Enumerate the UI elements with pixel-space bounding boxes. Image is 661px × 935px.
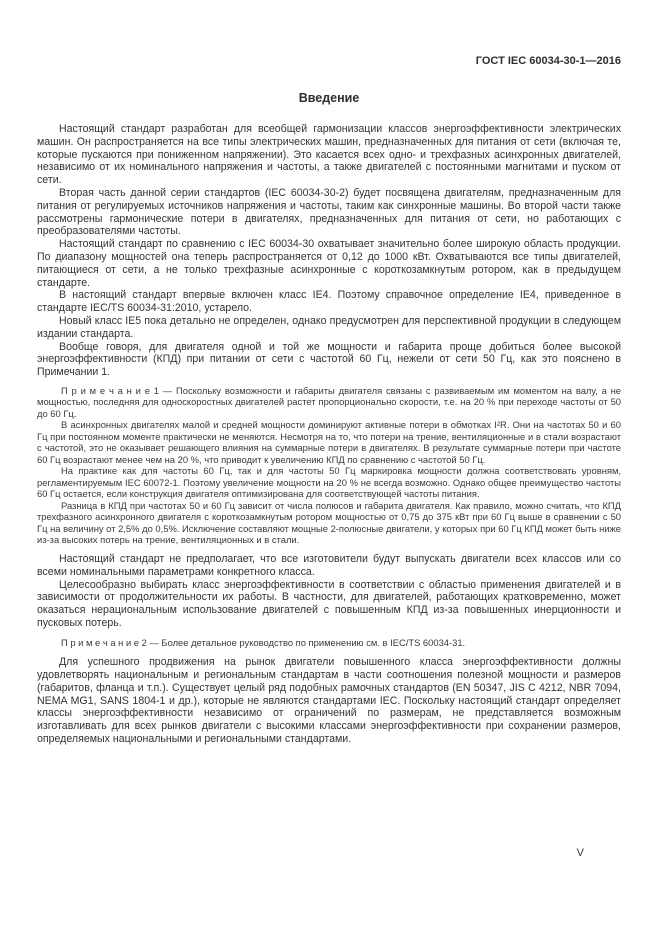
note-2-paragraph: П р и м е ч а н и е 2 — Более детальное руководство по применению см. в IEC/TS 60034-31. <box>61 636 466 648</box>
paragraph-intro-1: Настоящий стандарт разработан для всеобщей гармонизации классов энергоэффективности электрических машин. Он распространяется на все типы электрических машин, предназначенных для питания от сети (включая те, которые пускаются при пониженном напряжении). Это касается всех одно- и трехфазных асинхронных двигателей, независимо от их номинального напряжения и частоты, а также двигателей с постоянными магнитами и пуском от сети. <box>37 123 621 187</box>
paragraph-intro-7: Настоящий стандарт не предполагает, что все изготовители будут выпускать двигатели всех классов или со всеми номинальными параметрами конкретного класса. <box>37 552 621 578</box>
note-1-paragraph-1: П р и м е ч а н и е 1 — Поскольку возможности и габариты двигателя связаны с развиваемым им моментом на валу, а не мощностью, последняя для односкоростных двигателей растет пропорционально скорости, т.е. на 20 % при переходе частоты от 50 до 60 Гц. <box>37 384 621 419</box>
paragraph-intro-9: Для успешного продвижения на рынок двигатели повышенного класса энергоэффективности должны удовлетворять национальным и региональным стандартам в части соотношения полезной мощности и размеров (габаритов, фланца и т.п.). Существует целый ряд подобных рамочных стандартов (EN 50347, JIS C 4212, NBR 7094, NEMA MG1, SANS 1804-1 и др.), которые не являются стандартами IEC. Поскольку настоящий стандарт определяет классы энергоэффективности независимо от ограничений по размерам, не представляется возможным изготавливать для всех рынков двигатели с высокими классами энергоэффективности при сохранении размеров, определяемых национальными и региональными стандартами. <box>37 656 621 745</box>
doc-number-header: ГОСТ IEC 60034-30-1—2016 <box>475 55 621 67</box>
note-2-block <box>37 637 621 649</box>
paragraph-intro-5: Новый класс IE5 пока детально не определен, однако предусмотрен для перспективной продукции в следующем издании стандарта. <box>37 314 621 340</box>
paragraph-intro-3: Настоящий стандарт по сравнению с IEC 60034-30 охватывает значительно более широкую область продукции. По диапазону мощностей она теперь распространяется от 0,12 до 1000 кВт. Охватываются все типы двигателей, питающиеся от сети, а не только трехфазные асинхронные с короткозамкнутым ротором, как в предыдущем стандарте. <box>37 238 621 289</box>
paragraph-intro-8: Целесообразно выбирать класс энергоэффективности в соответствии с областью применения двигателей и в зависимости от продолжительности их работы. В частности, для двигателей, работающих кратковременно, может оказаться нерациональным использование двигателей с повышенным КПД из-за повышенных инерционности и пусковых потерь. <box>37 578 621 629</box>
paragraph-intro-2: Вторая часть данной серии стандартов (IEC 60034-30-2) будет посвящена двигателям, предназначенным для питания от регулируемых источников напряжения и частоты, таким как синхронные машины. Во второй части также рассмотрены гармонические потери в двигателях, предназначенных для питания от сети, но работающих с преобразователями частоты. <box>37 186 621 238</box>
note-1-paragraph-3: На практике как для частоты 60 Гц, так и для частоты 50 Гц маркировка мощности должна соответствовать уровням, регламентируемым IEC 60072-1. Поэтому увеличение мощности на 20 % не всегда возможно. Однако общее преимущество частоты 60 Гц остается, если конструкция двигателя оптимизирована для соответствующей частоты питания. <box>37 465 621 500</box>
page-title: Введение <box>298 91 360 105</box>
note-1-paragraph-4: Разница в КПД при частотах 50 и 60 Гц зависит от числа полюсов и габарита двигателя. Как правило, можно считать, что КПД трехфазного асинхронного двигателя с короткозамкнутым ротором мощностью от 0,75 до 375 кВт при 60 Гц выше в сравнении с 50 Гц на величину от 2,5% до 0,5%. Исключение составляют мощные 2-полюсные двигатели, у которых при 60 Гц КПД может быть ниже из-за высоких потерь на трение, вентиляционных и в стали. <box>37 499 621 546</box>
page-number: V <box>576 847 584 859</box>
paragraph-intro-6: Вообще говоря, для двигателя одной и той же мощности и габарита проще добиться более высокой энергоэффективности (КПД) при питании от сети с частотой 60 Гц, нежели от сети 50 Гц, как это пояснено в Примечании 1. <box>37 340 621 379</box>
note-1-block <box>37 385 621 546</box>
note-1-paragraph-2: В асинхронных двигателях малой и средней мощности доминируют активные потери в обмотках I²R. Они на частотах 50 и 60 Гц при постоянном моменте практически не меняются. Несмотря на то, что потери на трение, вентиляционные и в стали возрастают с частотой, это не оказывает решающего влияния на суммарные потери в двигателях. В результате суммарные потери при частоте 60 Гц возрастают менее чем на 20 %, что приводит к увеличению КПД по сравнению с частотой 50 Гц. <box>37 419 621 465</box>
paragraph-intro-4: В настоящий стандарт впервые включен класс IE4. Поэтому справочное определение IE4, приведенное в стандарте IEC/TS 60034-31:2010, устарело. <box>37 289 621 315</box>
